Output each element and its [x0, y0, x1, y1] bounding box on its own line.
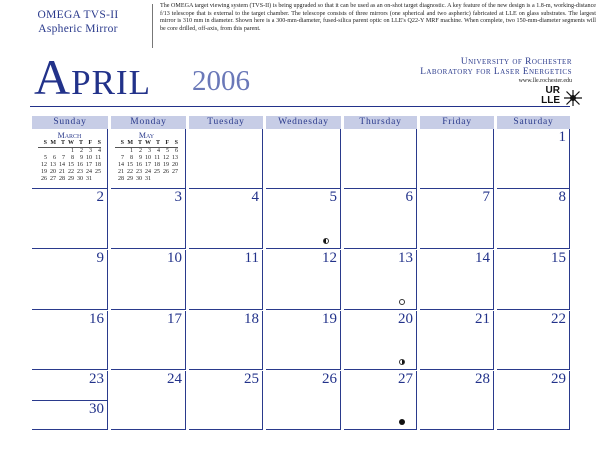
mini-calendar-day: 19	[163, 162, 169, 168]
day-cell-30	[32, 401, 108, 430]
weekday-header-sunday: Sunday	[32, 116, 108, 129]
mini-calendar-day: 22	[127, 169, 133, 175]
mini-calendar-row	[38, 148, 101, 155]
mini-calendar-weekday: W	[145, 140, 151, 146]
mini-calendar-weekday: M	[50, 140, 56, 146]
day-cell-20	[344, 311, 417, 370]
moon-last-quarter-icon	[399, 359, 405, 365]
weekday-header-thursday: Thursday	[344, 116, 417, 129]
day-number: 4	[251, 189, 259, 205]
day-number: 21	[475, 311, 490, 327]
mini-calendar-row	[115, 148, 178, 155]
day-number: 23	[89, 371, 104, 387]
mini-calendar-day: 15	[127, 162, 133, 168]
mini-calendar-day: 21	[118, 169, 124, 175]
mini-calendar-day: 28	[118, 176, 124, 182]
day-cell-23	[32, 371, 108, 401]
moon-new-icon	[399, 419, 405, 425]
mini-calendar-day: 5	[44, 155, 47, 161]
weekday-header-monday: Monday	[111, 116, 186, 129]
day-number: 5	[329, 189, 337, 205]
day-cell-7	[420, 189, 494, 249]
mini-calendar-day: 8	[71, 155, 74, 161]
mini-calendar-day: 27	[172, 169, 178, 175]
day-number: 18	[244, 311, 259, 327]
day-number: 15	[551, 250, 566, 266]
day-number: 25	[244, 371, 259, 387]
day-cell-29	[497, 371, 570, 430]
logo-lle-text: LLE	[541, 95, 560, 106]
day-cell-25	[189, 371, 263, 430]
photo-title-line1: OMEGA TVS-II	[37, 9, 119, 21]
mini-calendar-day	[38, 148, 47, 155]
day-cell-6	[344, 189, 417, 249]
mini-calendar-weekday: T	[78, 140, 83, 146]
mini-calendar-day: 4	[157, 148, 160, 154]
mini-calendar-day: 26	[41, 176, 47, 182]
mini-calendar-weekday: M	[127, 140, 133, 146]
mini-calendar-day: 7	[62, 155, 65, 161]
mini-calendar-weekday: F	[88, 140, 92, 146]
mini-calendar-day: 23	[136, 169, 142, 175]
mini-calendar-weekday: W	[68, 140, 74, 146]
day-cell-18	[189, 311, 263, 370]
mini-calendar-day: 10	[145, 155, 151, 161]
empty-day-cell	[266, 129, 341, 189]
mini-calendar-day: 6	[53, 155, 56, 161]
mini-calendar-row	[115, 155, 178, 162]
mini-calendar-day: 24	[145, 169, 151, 175]
day-number: 20	[398, 311, 413, 327]
mini-calendar-title: March	[57, 131, 82, 140]
mini-calendar-day: 11	[95, 155, 101, 161]
day-number: 29	[551, 371, 566, 387]
photo-title	[4, 8, 152, 36]
mini-calendar-day: 14	[118, 162, 124, 168]
mini-calendar-weekday: T	[155, 140, 160, 146]
mini-calendar-may	[115, 131, 178, 183]
mini-calendar-row	[38, 169, 101, 176]
mini-calendar-header	[115, 140, 178, 148]
weekday-header-saturday: Saturday	[497, 116, 570, 129]
day-cell-17	[111, 311, 186, 370]
day-number: 19	[322, 311, 337, 327]
day-number: 30	[89, 401, 104, 417]
day-cell-26	[266, 371, 341, 430]
mini-calendar-day: 5	[166, 148, 169, 154]
mini-calendar-day	[151, 176, 160, 183]
empty-day-cell	[189, 129, 263, 189]
mini-calendar-day: 3	[148, 148, 151, 154]
mini-calendar-row	[115, 162, 178, 169]
weekday-header-friday: Friday	[420, 116, 494, 129]
day-number: 6	[405, 189, 413, 205]
mini-calendar-day: 25	[154, 169, 160, 175]
mini-calendar-day: 25	[95, 169, 101, 175]
mini-calendar-day: 4	[98, 148, 101, 154]
mini-calendar-weekday: F	[165, 140, 169, 146]
mini-calendar-day: 9	[80, 155, 83, 161]
mini-calendar-day: 30	[77, 176, 83, 182]
mini-calendar-day: 15	[68, 162, 74, 168]
day-cell-10	[111, 250, 186, 310]
header-rule	[30, 106, 570, 107]
day-number: 7	[482, 189, 490, 205]
moon-full-icon	[399, 299, 405, 305]
mini-calendar-day: 23	[77, 169, 83, 175]
day-cell-3	[111, 189, 186, 249]
mini-calendar-row	[115, 176, 178, 183]
moon-first-quarter-icon	[323, 238, 329, 244]
day-cell-24	[111, 371, 186, 430]
org-name-line2: Laboratory for Laser Energetics	[420, 67, 572, 77]
day-cell-22	[497, 311, 570, 370]
starburst-icon	[562, 89, 584, 107]
day-cell-15	[497, 250, 570, 310]
org-url: www.lle.rochester.edu	[518, 78, 572, 84]
day-number: 14	[475, 250, 490, 266]
day-number: 12	[322, 250, 337, 266]
day-number: 1	[558, 129, 566, 145]
day-number: 2	[96, 189, 104, 205]
mini-calendar-weekday: T	[60, 140, 65, 146]
mini-calendar-day: 18	[95, 162, 101, 168]
day-cell-4	[189, 189, 263, 249]
mini-calendar-header	[38, 140, 101, 148]
mini-calendar-day: 2	[139, 148, 142, 154]
mini-calendar-day: 12	[41, 162, 47, 168]
mini-calendar-day: 16	[77, 162, 83, 168]
mini-calendar-day: 20	[172, 162, 178, 168]
mini-calendar-day: 1	[71, 148, 74, 154]
mini-calendar-day: 30	[136, 176, 142, 182]
day-cell-27	[344, 371, 417, 430]
mini-calendar-march	[38, 131, 101, 183]
mini-calendar-day: 2	[80, 148, 83, 154]
day-number: 17	[167, 311, 182, 327]
day-number: 3	[174, 189, 182, 205]
mini-calendar-day: 7	[121, 155, 124, 161]
photo-description: The OMEGA target viewing system (TVS-II) is being upgraded so that it can be used as an on-shot target diagnostic. A key feature of the new design is a 1.8-m, working-distance f/13 telescope that is external to the target chamber. The telescope consists of three mirrors (one spherical and two aspheric) fabricated at LLE on glass substrates. The largest mirror is 310 mm in diameter. Shown here is a 300-mm-diameter, fused-silica parent optic on LLE's Q22-Y MRF machine. When complete, two 150-mm-diameter segments will be core drilled, off-axis, from this parent.	[160, 3, 596, 32]
mini-calendar-weekday: S	[43, 140, 47, 146]
day-number: 13	[398, 250, 413, 266]
day-cell-21	[420, 311, 494, 370]
day-cell-28	[420, 371, 494, 430]
organization-block	[420, 57, 572, 85]
day-cell-16	[32, 311, 108, 370]
mini-calendar-day: 13	[172, 155, 178, 161]
day-cell-1	[497, 129, 570, 189]
day-cell-13	[344, 250, 417, 310]
mini-calendar-day: 20	[50, 169, 56, 175]
weekday-header-wednesday: Wednesday	[266, 116, 341, 129]
mini-calendar-row	[38, 176, 101, 183]
mini-calendar-day: 16	[136, 162, 142, 168]
day-number: 24	[167, 371, 182, 387]
day-number: 9	[96, 250, 104, 266]
mini-calendar-weekday: S	[120, 140, 124, 146]
mini-calendar-day: 27	[50, 176, 56, 182]
weekday-header-tuesday: Tuesday	[189, 116, 263, 129]
day-cell-11	[189, 250, 263, 310]
mini-calendar-day: 29	[68, 176, 74, 182]
day-number: 22	[551, 311, 566, 327]
mini-calendar-day: 19	[41, 169, 47, 175]
logo-ur-text: UR	[545, 85, 560, 96]
mini-calendar-day: 9	[139, 155, 142, 161]
day-cell-2	[32, 189, 108, 249]
mini-calendar-day: 3	[89, 148, 92, 154]
mini-calendar-day: 17	[86, 162, 92, 168]
day-cell-12	[266, 250, 341, 310]
day-number: 26	[322, 371, 337, 387]
empty-day-cell	[420, 129, 494, 189]
photo-title-line2: Aspheric Mirror	[38, 23, 118, 35]
mini-calendar-day: 28	[59, 176, 65, 182]
day-cell-8	[497, 189, 570, 249]
day-cell-9	[32, 250, 108, 310]
day-cell-19	[266, 311, 341, 370]
org-name-line1: University of Rochester	[460, 57, 572, 67]
day-cell-14	[420, 250, 494, 310]
day-number: 10	[167, 250, 182, 266]
mini-calendar-day: 29	[127, 176, 133, 182]
mini-calendar-day: 22	[68, 169, 74, 175]
mini-calendar-day	[47, 148, 56, 155]
mini-calendar-day: 31	[86, 176, 92, 182]
mini-calendar-day: 17	[145, 162, 151, 168]
day-number: 8	[558, 189, 566, 205]
mini-calendar-day: 26	[163, 169, 169, 175]
empty-day-cell	[344, 129, 417, 189]
mini-calendar-row	[38, 162, 101, 169]
day-number: 16	[89, 311, 104, 327]
month-title: April	[34, 49, 151, 105]
mini-calendar-day: 10	[86, 155, 92, 161]
mini-calendar-day: 18	[154, 162, 160, 168]
mini-calendar-day	[92, 176, 101, 183]
mini-calendar-day	[169, 176, 178, 183]
mini-calendar-day: 13	[50, 162, 56, 168]
mini-calendar-weekday: T	[137, 140, 142, 146]
mini-calendar-weekday: S	[97, 140, 101, 146]
mini-calendar-day: 8	[130, 155, 133, 161]
mini-calendar-row	[115, 169, 178, 176]
mini-calendar-title: May	[138, 131, 155, 140]
year-title: 2006	[192, 65, 250, 97]
mini-calendar-day: 1	[130, 148, 133, 154]
mini-calendar-row	[38, 155, 101, 162]
mini-calendar-day: 12	[163, 155, 169, 161]
mini-calendar-day: 21	[59, 169, 65, 175]
mini-calendar-weekday: S	[174, 140, 178, 146]
mini-calendar-day	[56, 148, 65, 155]
mini-calendar-day	[115, 148, 124, 155]
mini-calendar-day	[160, 176, 169, 183]
day-number: 28	[475, 371, 490, 387]
day-number: 27	[398, 371, 413, 387]
day-number: 11	[244, 250, 259, 266]
header-divider	[152, 4, 153, 48]
mini-calendar-day: 11	[154, 155, 160, 161]
mini-calendar-day: 31	[145, 176, 151, 182]
mini-calendar-day: 6	[175, 148, 178, 154]
day-cell-5	[266, 189, 341, 249]
mini-calendar-day: 24	[86, 169, 92, 175]
mini-calendar-day: 14	[59, 162, 65, 168]
